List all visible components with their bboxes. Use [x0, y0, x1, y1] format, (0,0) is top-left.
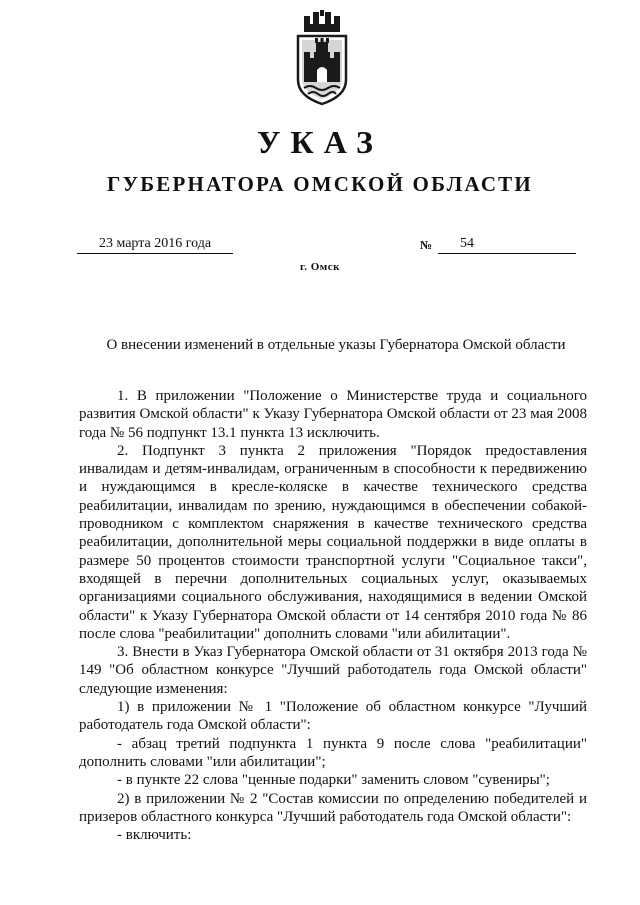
paragraph-3-2: 2) в приложении № 2 "Состав комиссии по определению победителей и призеров областного конкурса "Лучший работодатель года Омской области":	[79, 790, 587, 825]
paragraph-3-1: 1) в приложении № 1 "Положение об областном конкурсе "Лучший работодатель года Омской области":	[79, 699, 587, 734]
number-label: №	[420, 238, 433, 252]
document-city: г. Омск	[299, 261, 341, 273]
paragraph-1: 1. В приложении "Положение о Министерстве труда и социального развития Омской области" к Указу Губернатора Омской области от 23 мая 2008 года № 56 подпункт 13.1 пункта 13 исключить.	[79, 388, 587, 441]
omsk-coat-of-arms-icon	[290, 10, 354, 108]
paragraph-3-1-b: - в пункте 22 слова "ценные подарки" заменить словом "сувениры";	[117, 772, 550, 789]
document-number-field	[438, 235, 576, 254]
document-subject: О внесении изменений в отдельные указы Губернатора Омской области	[106, 337, 566, 353]
document-date: 23 марта 2016 года	[77, 235, 233, 254]
document-title: УКАЗ	[257, 124, 383, 160]
paragraph-2: 2. Подпункт 3 пункта 2 приложения "Порядок предоставления инвалидам и детям-инвалидам, ограниченным в способности к передвижению и нуждающимся в кресле-коляске в качестве технического средства реабилитации, инвалидам по зрению, нуждающимся в обеспечении собакой-проводником с комплектом снаряжения в качестве технического средства реабилитации, дополнительной меры социальной поддержки в виде оплаты в размере 50 процентов стоимости транспортной услуги "Социальное такси", входящей в перечни дополнительных социальных услуг, оказываемых организациями социального обслуживания, находящимися в ведении Омской области" к Указу Губернатора Омской области от 14 сентября 2010 года № 86 после слова "реабилитации" дополнить словами "или абилитации".	[79, 442, 587, 642]
document-subtitle: ГУБЕРНАТОРА ОМСКОЙ ОБЛАСТИ	[107, 172, 533, 196]
paragraph-3: 3. Внести в Указ Губернатора Омской области от 31 октября 2013 года № 149 "Об областном конкурсе "Лучший работодатель года Омской области" следующие изменения:	[79, 644, 587, 697]
document-body	[79, 387, 587, 844]
document-number: 54	[460, 236, 474, 251]
paragraph-3-2-a: - включить:	[117, 827, 192, 844]
paragraph-3-1-a: - абзац третий подпункта 1 пункта 9 после слова "реабилитации" дополнить словами "или абилитации";	[79, 735, 587, 770]
